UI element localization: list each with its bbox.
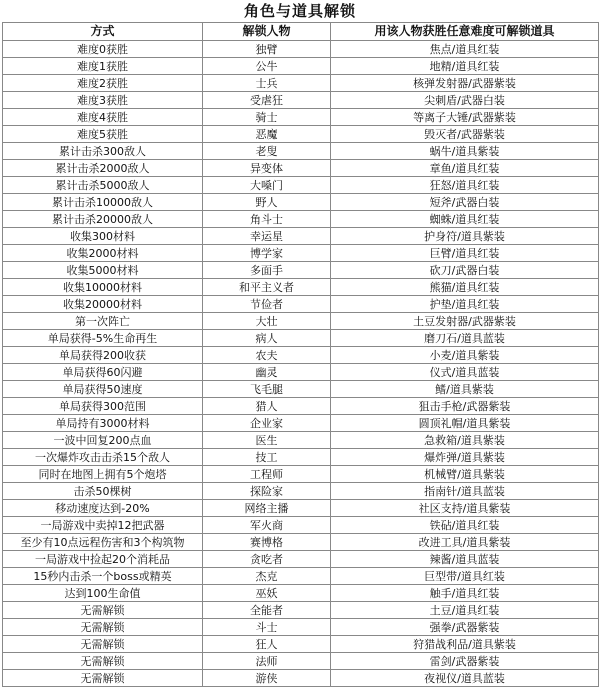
method-cell: 难度3获胜 [3, 92, 203, 109]
character-cell: 博学家 [203, 245, 331, 262]
item-cell: 焦点/道具红装 [331, 41, 599, 58]
method-cell: 单局获得-5%生命再生 [3, 330, 203, 347]
character-cell: 全能者 [203, 602, 331, 619]
character-cell: 异变体 [203, 160, 331, 177]
item-cell: 夜视仪/道具蓝装 [331, 670, 599, 687]
item-cell: 指南针/道具蓝装 [331, 483, 599, 500]
table-row [3, 194, 599, 211]
table-row [3, 228, 599, 245]
method-cell: 累计击杀5000敌人 [3, 177, 203, 194]
table-row [3, 279, 599, 296]
item-cell: 尖刺盾/武器白装 [331, 92, 599, 109]
character-cell: 幽灵 [203, 364, 331, 381]
item-cell: 护垫/道具红装 [331, 296, 599, 313]
item-cell: 巨臂/道具红装 [331, 245, 599, 262]
unlock-table [2, 22, 599, 687]
item-cell: 鳍/道具紫装 [331, 381, 599, 398]
method-cell: 收集2000材料 [3, 245, 203, 262]
item-cell: 蜗牛/道具紫装 [331, 143, 599, 160]
method-cell: 单局持有3000材料 [3, 415, 203, 432]
character-cell: 医生 [203, 432, 331, 449]
method-cell: 击杀50棵树 [3, 483, 203, 500]
method-cell: 无需解锁 [3, 619, 203, 636]
item-cell: 狙击手枪/武器紫装 [331, 398, 599, 415]
table-row [3, 211, 599, 228]
item-cell: 狩猎战利品/道具紫装 [331, 636, 599, 653]
table-row [3, 41, 599, 58]
character-cell: 军火商 [203, 517, 331, 534]
item-cell: 爆炸弹/道具紫装 [331, 449, 599, 466]
table-row [3, 126, 599, 143]
item-cell: 土豆发射器/武器紫装 [331, 313, 599, 330]
table-row [3, 534, 599, 551]
method-cell: 一次爆炸攻击击杀15个敌人 [3, 449, 203, 466]
character-cell: 恶魔 [203, 126, 331, 143]
item-cell: 机械臂/道具紫装 [331, 466, 599, 483]
table-row [3, 92, 599, 109]
method-cell: 难度4获胜 [3, 109, 203, 126]
item-cell: 急救箱/道具紫装 [331, 432, 599, 449]
method-cell: 无需解锁 [3, 670, 203, 687]
character-cell: 飞毛腿 [203, 381, 331, 398]
item-cell: 触手/道具红装 [331, 585, 599, 602]
character-cell: 工程师 [203, 466, 331, 483]
character-cell: 骑士 [203, 109, 331, 126]
table-row [3, 415, 599, 432]
table-row [3, 551, 599, 568]
method-cell: 累计击杀10000敌人 [3, 194, 203, 211]
method-cell: 累计击杀300敌人 [3, 143, 203, 160]
character-cell: 技工 [203, 449, 331, 466]
character-cell: 老叟 [203, 143, 331, 160]
item-cell: 章鱼/道具红装 [331, 160, 599, 177]
item-cell: 仪式/道具蓝装 [331, 364, 599, 381]
item-cell: 熊猫/道具红装 [331, 279, 599, 296]
method-cell: 单局获得200收获 [3, 347, 203, 364]
item-cell: 巨型带/道具红装 [331, 568, 599, 585]
character-cell: 受虐狂 [203, 92, 331, 109]
character-cell: 企业家 [203, 415, 331, 432]
method-cell: 难度5获胜 [3, 126, 203, 143]
item-cell: 核弹发射器/武器紫装 [331, 75, 599, 92]
table-row [3, 58, 599, 75]
item-cell: 圆顶礼帽/道具紫装 [331, 415, 599, 432]
item-cell: 土豆/道具红装 [331, 602, 599, 619]
character-cell: 探险家 [203, 483, 331, 500]
method-cell: 收集5000材料 [3, 262, 203, 279]
table-row [3, 143, 599, 160]
character-cell: 病人 [203, 330, 331, 347]
character-cell: 法师 [203, 653, 331, 670]
character-cell: 节俭者 [203, 296, 331, 313]
table-row [3, 364, 599, 381]
character-cell: 游侠 [203, 670, 331, 687]
method-cell: 单局获得300范围 [3, 398, 203, 415]
item-cell: 铁砧/道具红装 [331, 517, 599, 534]
table-row [3, 313, 599, 330]
item-cell: 小麦/道具紫装 [331, 347, 599, 364]
method-cell: 无需解锁 [3, 602, 203, 619]
character-cell: 斗士 [203, 619, 331, 636]
table-row [3, 500, 599, 517]
character-cell: 大嗓门 [203, 177, 331, 194]
method-cell: 同时在地图上拥有5个炮塔 [3, 466, 203, 483]
table-row [3, 398, 599, 415]
item-cell: 狂怒/道具红装 [331, 177, 599, 194]
table-row [3, 670, 599, 687]
header-item: 用该人物获胜任意难度可解锁道具 [331, 23, 599, 41]
table-row [3, 585, 599, 602]
method-cell: 累计击杀2000敌人 [3, 160, 203, 177]
method-cell: 15秒内击杀一个boss或精英 [3, 568, 203, 585]
table-row [3, 602, 599, 619]
character-cell: 士兵 [203, 75, 331, 92]
character-cell: 农夫 [203, 347, 331, 364]
character-cell: 杰克 [203, 568, 331, 585]
character-cell: 野人 [203, 194, 331, 211]
item-cell: 社区支持/道具紫装 [331, 500, 599, 517]
character-cell: 赛博格 [203, 534, 331, 551]
table-row [3, 381, 599, 398]
item-cell: 等离子大锤/武器紫装 [331, 109, 599, 126]
item-cell: 地精/道具红装 [331, 58, 599, 75]
item-cell: 砍刀/武器白装 [331, 262, 599, 279]
table-row [3, 483, 599, 500]
item-cell: 蜘蛛/道具红装 [331, 211, 599, 228]
item-cell: 短斧/武器白装 [331, 194, 599, 211]
method-cell: 单局获得60闪避 [3, 364, 203, 381]
character-cell: 幸运星 [203, 228, 331, 245]
document-title: 角色与道具解锁 [243, 2, 356, 20]
table-row [3, 296, 599, 313]
method-cell: 收集10000材料 [3, 279, 203, 296]
character-cell: 巫妖 [203, 585, 331, 602]
table-row [3, 262, 599, 279]
table-row [3, 330, 599, 347]
method-cell: 累计击杀20000敌人 [3, 211, 203, 228]
character-cell: 猎人 [203, 398, 331, 415]
item-cell: 辣酱/道具蓝装 [331, 551, 599, 568]
method-cell: 难度2获胜 [3, 75, 203, 92]
method-cell: 第一次阵亡 [3, 313, 203, 330]
table-row [3, 75, 599, 92]
table-row [3, 653, 599, 670]
item-cell: 护身符/道具紫装 [331, 228, 599, 245]
item-cell: 磨刀石/道具蓝装 [331, 330, 599, 347]
table-row [3, 636, 599, 653]
character-cell: 公牛 [203, 58, 331, 75]
character-cell: 角斗士 [203, 211, 331, 228]
method-cell: 一局游戏中卖掉12把武器 [3, 517, 203, 534]
table-body [3, 41, 599, 687]
method-cell: 单局获得50速度 [3, 381, 203, 398]
method-cell: 至少有10点远程伤害和3个构筑物 [3, 534, 203, 551]
table-row [3, 245, 599, 262]
method-cell: 达到100生命值 [3, 585, 203, 602]
item-cell: 强拳/武器紫装 [331, 619, 599, 636]
method-cell: 收集300材料 [3, 228, 203, 245]
table-row [3, 568, 599, 585]
table-row [3, 466, 599, 483]
character-cell: 网络主播 [203, 500, 331, 517]
header-character: 解锁人物 [203, 23, 331, 41]
character-cell: 独臂 [203, 41, 331, 58]
method-cell: 无需解锁 [3, 653, 203, 670]
item-cell: 雷剑/武器紫装 [331, 653, 599, 670]
method-cell: 难度1获胜 [3, 58, 203, 75]
method-cell: 一局游戏中捡起20个消耗品 [3, 551, 203, 568]
table-header-row [3, 23, 599, 41]
table-row [3, 160, 599, 177]
method-cell: 一波中回复200点血 [3, 432, 203, 449]
character-cell: 多面手 [203, 262, 331, 279]
table-row [3, 517, 599, 534]
character-cell: 贪吃者 [203, 551, 331, 568]
table-row [3, 347, 599, 364]
method-cell: 收集20000材料 [3, 296, 203, 313]
table-row [3, 109, 599, 126]
method-cell: 难度0获胜 [3, 41, 203, 58]
method-cell: 无需解锁 [3, 636, 203, 653]
character-cell: 狂人 [203, 636, 331, 653]
table-row [3, 177, 599, 194]
method-cell: 移动速度达到-20% [3, 500, 203, 517]
item-cell: 毁灭者/武器紫装 [331, 126, 599, 143]
character-cell: 和平主义者 [203, 279, 331, 296]
table-row [3, 432, 599, 449]
table-row [3, 449, 599, 466]
character-cell: 大壮 [203, 313, 331, 330]
item-cell: 改进工具/道具紫装 [331, 534, 599, 551]
table-row [3, 619, 599, 636]
header-method: 方式 [3, 23, 203, 41]
